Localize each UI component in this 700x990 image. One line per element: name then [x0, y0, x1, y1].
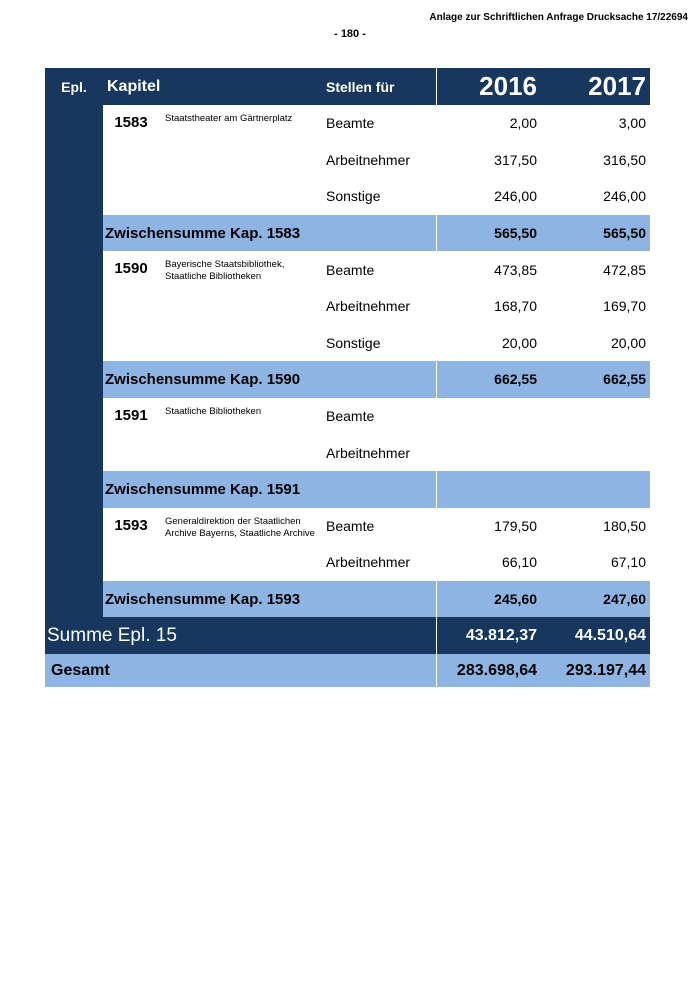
kapitel-name: Staatstheater am Gärtnerplatz — [165, 113, 293, 124]
value-2016: 66,10 — [501, 554, 537, 571]
summe-label: Summe Epl. 15 — [47, 624, 177, 646]
subtotal-label: Zwischensumme Kap. 1591 — [105, 480, 301, 498]
column-divider — [436, 617, 437, 654]
page-number: - 180 - — [334, 28, 366, 40]
column-divider — [436, 471, 437, 508]
value-2016 — [436, 434, 537, 471]
subtotal-2016 — [436, 471, 537, 508]
kapitel-name: Generaldirektion der Staatlichen Archive Bayerns, Staatliche Archive — [165, 515, 315, 539]
column-divider — [436, 361, 437, 398]
kapitel-code: 1583 — [114, 114, 148, 131]
stellen-label: Beamte — [326, 261, 375, 278]
gesamt-2016: 283.698,64 — [456, 661, 537, 679]
stellen-label: Sonstige — [326, 188, 381, 205]
subtotal-2017: 247,60 — [603, 591, 646, 608]
value-2017: 246,00 — [603, 188, 646, 205]
value-2017 — [543, 434, 646, 471]
value-2016: 2,00 — [509, 115, 537, 132]
value-2017: 316,50 — [603, 151, 646, 168]
kapitel-code: 1593 — [114, 516, 148, 534]
header-stellen: Stellen für — [326, 78, 395, 95]
kapitel-code: 1590 — [114, 260, 148, 278]
subtotal-2017 — [543, 471, 646, 508]
stellen-label: Beamte — [326, 408, 375, 425]
subtotal-label: Zwischensumme Kap. 1590 — [105, 370, 301, 388]
header-year-2017: 2017 — [588, 71, 646, 101]
value-2017 — [543, 398, 646, 435]
value-2016 — [436, 398, 537, 435]
kapitel-name: Bayerische Staatsbibliothek, Staatliche Bibliotheken — [165, 259, 285, 283]
column-divider — [436, 215, 437, 252]
stellen-label: Arbeitnehmer — [326, 151, 411, 168]
value-2017: 20,00 — [610, 334, 646, 351]
stellen-label: Arbeitnehmer — [326, 298, 411, 315]
stellen-label: Beamte — [326, 115, 375, 132]
header-kapitel: Kapitel — [107, 77, 161, 95]
document-header-title: Anlage zur Schriftlichen Anfrage Drucksache 17/22694 — [429, 12, 688, 23]
value-2016: 473,85 — [494, 261, 537, 278]
subtotal-2016: 662,55 — [494, 371, 537, 388]
gesamt-2017: 293.197,44 — [565, 661, 646, 679]
stellen-label: Beamte — [326, 517, 375, 534]
stellen-label: Arbeitnehmer — [326, 444, 411, 461]
column-divider — [436, 581, 437, 618]
value-2016: 246,00 — [494, 188, 537, 205]
subtotal-2016: 565,50 — [494, 225, 537, 242]
subtotal-label: Zwischensumme Kap. 1583 — [105, 224, 301, 242]
kapitel-name: Staatliche Bibliotheken — [165, 405, 262, 417]
subtotal-2017: 662,55 — [603, 371, 646, 388]
value-2016: 179,50 — [494, 517, 537, 534]
stellen-label: Arbeitnehmer — [326, 554, 411, 571]
subtotal-2016: 245,60 — [494, 591, 537, 608]
header-epl: Epl. — [61, 78, 87, 95]
column-divider — [436, 654, 437, 687]
value-2017: 3,00 — [618, 115, 646, 132]
value-2016: 20,00 — [501, 334, 537, 351]
gesamt-label: Gesamt — [51, 661, 110, 679]
summe-2017: 44.510,64 — [574, 626, 646, 644]
epl-column — [45, 105, 103, 617]
value-2016: 317,50 — [494, 151, 537, 168]
header-year-2016: 2016 — [479, 71, 537, 101]
subtotal-2017: 565,50 — [603, 225, 646, 242]
value-2017: 67,10 — [610, 554, 646, 571]
value-2017: 169,70 — [603, 298, 646, 315]
kapitel-code: 1591 — [114, 406, 148, 424]
summe-2016: 43.812,37 — [465, 626, 537, 644]
value-2017: 180,50 — [603, 517, 646, 534]
value-2016: 168,70 — [494, 298, 537, 315]
column-divider — [436, 68, 437, 105]
value-2017: 472,85 — [603, 261, 646, 278]
stellen-label: Sonstige — [326, 334, 381, 351]
subtotal-label: Zwischensumme Kap. 1593 — [105, 590, 301, 608]
